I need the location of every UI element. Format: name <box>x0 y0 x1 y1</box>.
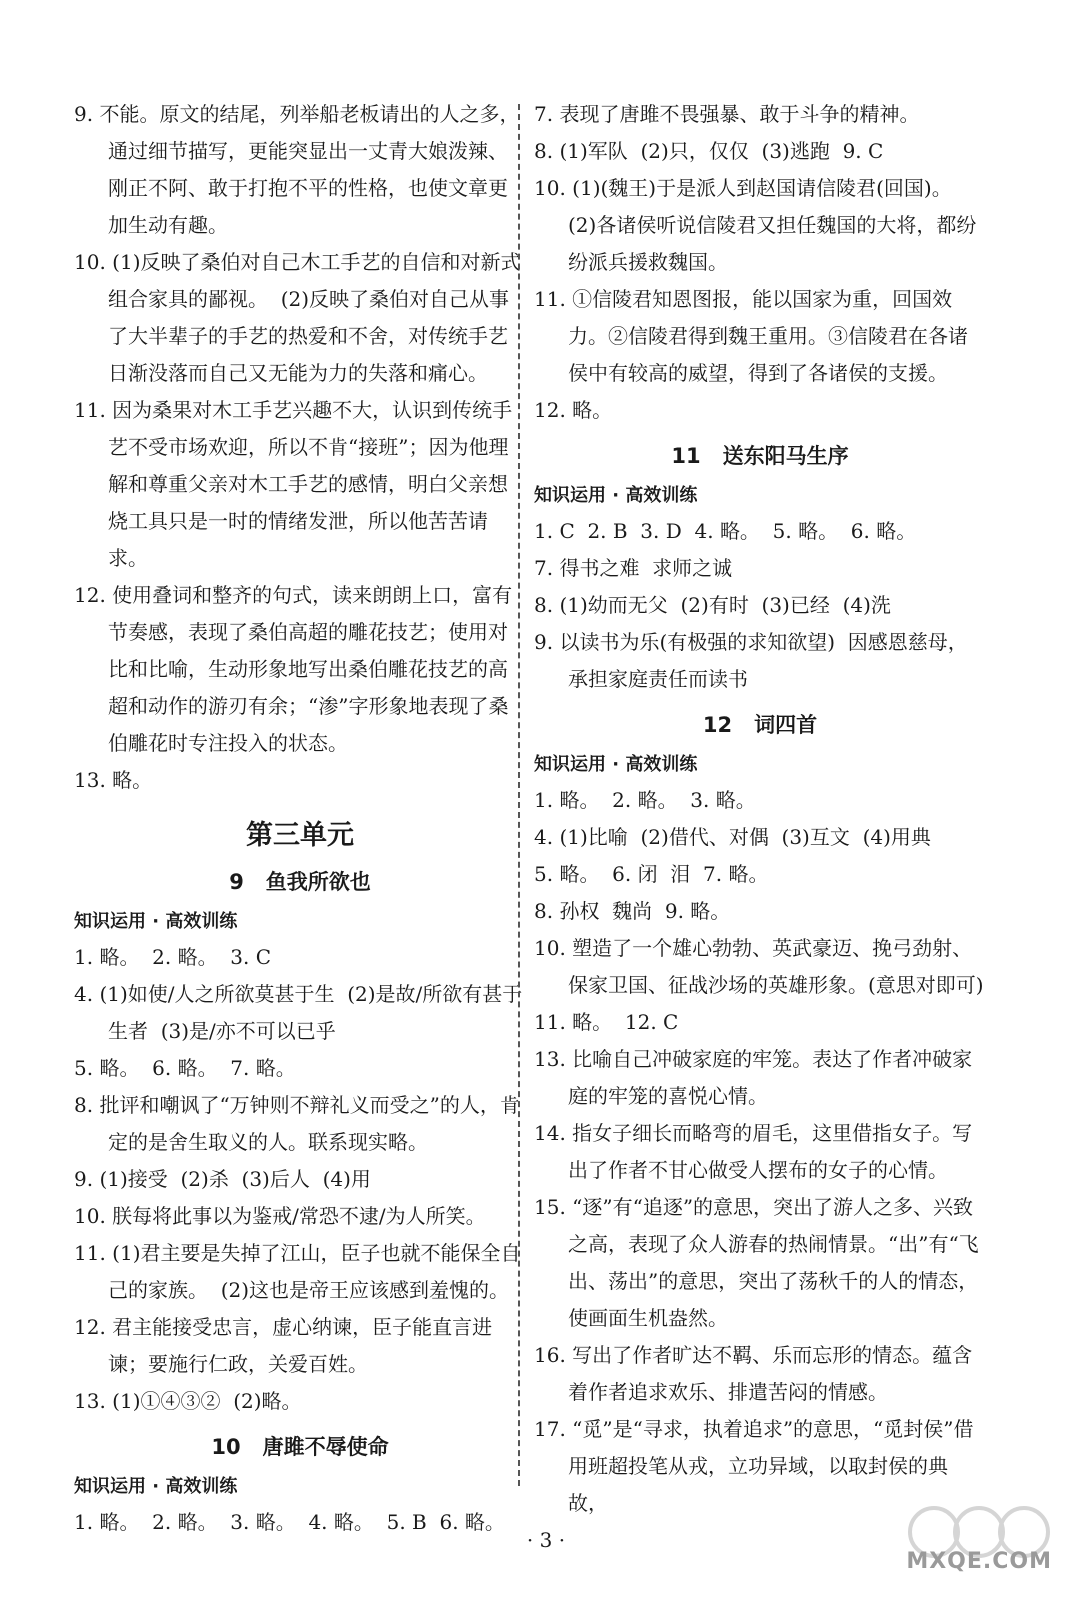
answer-item: 1. C 2. B 3. D 4. 略。 5. 略。 6. 略。 <box>534 519 917 543</box>
answer-item: 8. (1)幼而无父 (2)有时 (3)已经 (4)洗 <box>534 593 891 617</box>
answer-item: 14. 指女子细长而略弯的眉毛，这里借指女子。写出了作者不甘心做受人摆布的女子的心情。 <box>534 1121 973 1182</box>
answer-item: 12. 君主能接受忠言，虚心纳谏，臣子能直言进谏；要施行仁政，关爱百姓。 <box>74 1315 493 1376</box>
answer-item: 10. (1)(魏王)于是派人到赵国请信陵君(回国)。 <box>534 176 952 200</box>
watermark-text: MXQE.COM <box>906 1549 1052 1574</box>
lesson-heading: 12 词四首 <box>702 713 818 737</box>
section-subheading: 知识运用 · 高效训练 <box>74 911 238 932</box>
answer-item: 1. 略。 2. 略。 3. 略。 4. 略。 5. B 6. 略。 <box>74 1510 505 1534</box>
right-column <box>534 96 986 1522</box>
answer-item: 11. (1)君主要是失掉了江山，臣子也就不能保全自己的家族。 (2)这也是帝王应该感到羞愧的。 <box>74 1241 521 1302</box>
answer-item: 5. 略。 6. 略。 7. 略。 <box>74 1056 296 1080</box>
answer-item: 9. (1)接受 (2)杀 (3)后人 (4)用 <box>74 1167 371 1191</box>
unit-title: 第三单元 <box>246 820 354 851</box>
page-number: · 3 · <box>526 1528 566 1552</box>
section-subheading: 知识运用 · 高效训练 <box>74 1476 238 1497</box>
answer-item: 13. (1)①④③② (2)略。 <box>74 1389 302 1413</box>
answer-item: 11. ①信陵君知恩图报，能以国家为重，回国效力。②信陵君得到魏王重用。③信陵君在各诸侯中有较高的威望，得到了各诸侯的支援。 <box>534 287 968 385</box>
answer-item-continuation: (2)各诸侯听说信陵君又担任魏国的大将，都纷纷派兵援救魏国。 <box>568 213 977 274</box>
answer-item: 13. 略。 <box>74 768 153 792</box>
answer-item: 4. (1)如使/人之所欲莫甚于生 (2)是故/所欲有甚于生者 (3)是/亦不可以已乎 <box>74 982 523 1043</box>
answer-item: 8. (1)军队 (2)只，仅仅 (3)逃跑 9. C <box>534 139 884 163</box>
answer-item: 7. 表现了唐雎不畏强暴、敢于斗争的精神。 <box>534 102 920 126</box>
lesson-heading: 10 唐雎不辱使命 <box>211 1435 389 1459</box>
answer-item: 12. 略。 <box>534 398 613 422</box>
answer-item: 5. 略。 6. 闭 泪 7. 略。 <box>534 862 769 886</box>
answer-item: 1. 略。 2. 略。 3. C <box>74 945 272 969</box>
answer-item: 13. 比喻自己冲破家庭的牢笼。表达了作者冲破家庭的牢笼的喜悦心情。 <box>534 1047 973 1108</box>
answer-item: 4. (1)比喻 (2)借代、对偶 (3)互文 (4)用典 <box>534 825 931 849</box>
answer-item: 12. 使用叠词和整齐的句式，读来朗朗上口，富有节奏感，表现了桑伯高超的雕花技艺；使用对比和比喻，生动形象地写出桑伯雕花技艺的高超和动作的游刃有余；“渗”字形象地表现了桑伯雕花时专注投入的状态。 <box>74 583 513 755</box>
left-column <box>74 96 526 1541</box>
answer-item: 17. “觅”是“寻求，执着追求”的意思，“觅封侯”借用班超投笔从戎，立功异域，以取封侯的典故， <box>534 1417 974 1515</box>
answer-item: 10. 朕每将此事以为鉴戒/常恐不逮/为人所笑。 <box>74 1204 486 1228</box>
answer-item: 1. 略。 2. 略。 3. 略。 <box>534 788 756 812</box>
lesson-heading: 11 送东阳马生序 <box>671 444 849 468</box>
answer-item: 15. “逐”有“追逐”的意思，突出了游人之多、兴致之高，表现了众人游春的热闹情景。“出”有“飞出、荡出”的意思，突出了荡秋千的人的情态，使画面生机盎然。 <box>534 1195 979 1330</box>
section-subheading: 知识运用 · 高效训练 <box>534 754 698 775</box>
answer-item: 10. 塑造了一个雄心勃勃、英武豪迈、挽弓劲射、保家卫国、征战沙场的英雄形象。(意思对即可) <box>534 936 984 997</box>
answer-item: 10. (1)反映了桑伯对自己木工手艺的自信和对新式组合家具的鄙视。 (2)反映了桑伯对自己从事了大半辈子的手艺的热爱和不舍，对传统手艺日渐没落而自己又无能为力的失落和痛心。 <box>74 250 521 385</box>
column-divider <box>518 104 520 1486</box>
section-subheading: 知识运用 · 高效训练 <box>534 485 698 506</box>
answer-item: 16. 写出了作者旷达不羁、乐而忘形的情态。蕴含着作者追求欢乐、排遣苦闷的情感。 <box>534 1343 973 1404</box>
answer-item: 7. 得书之难 求师之诚 <box>534 556 733 580</box>
answer-item: 11. 略。 12. C <box>534 1010 679 1034</box>
answer-item: 8. 孙权 魏尚 9. 略。 <box>534 899 731 923</box>
answer-item: 8. 批评和嘲讽了“万钟则不辩礼义而受之”的人，肯定的是舍生取义的人。联系现实略。 <box>74 1093 520 1154</box>
answer-item: 9. 不能。原文的结尾，列举船老板请出的人之多，通过细节描写，更能突显出一丈青大娘泼辣、刚正不阿、敢于打抱不平的性格，也使文章更加生动有趣。 <box>74 102 520 237</box>
answer-item: 9. 以读书为乐(有极强的求知欲望) 因感恩慈母，承担家庭责任而读书 <box>534 630 968 691</box>
lesson-heading: 9 鱼我所欲也 <box>229 870 371 894</box>
answer-item: 11. 因为桑果对木工手艺兴趣不大，认识到传统手艺不受市场欢迎，所以不肯“接班”；因为他理解和尊重父亲对木工手艺的感情，明白父亲想烧工具只是一时的情绪发泄，所以他苦苦请求。 <box>74 398 513 570</box>
